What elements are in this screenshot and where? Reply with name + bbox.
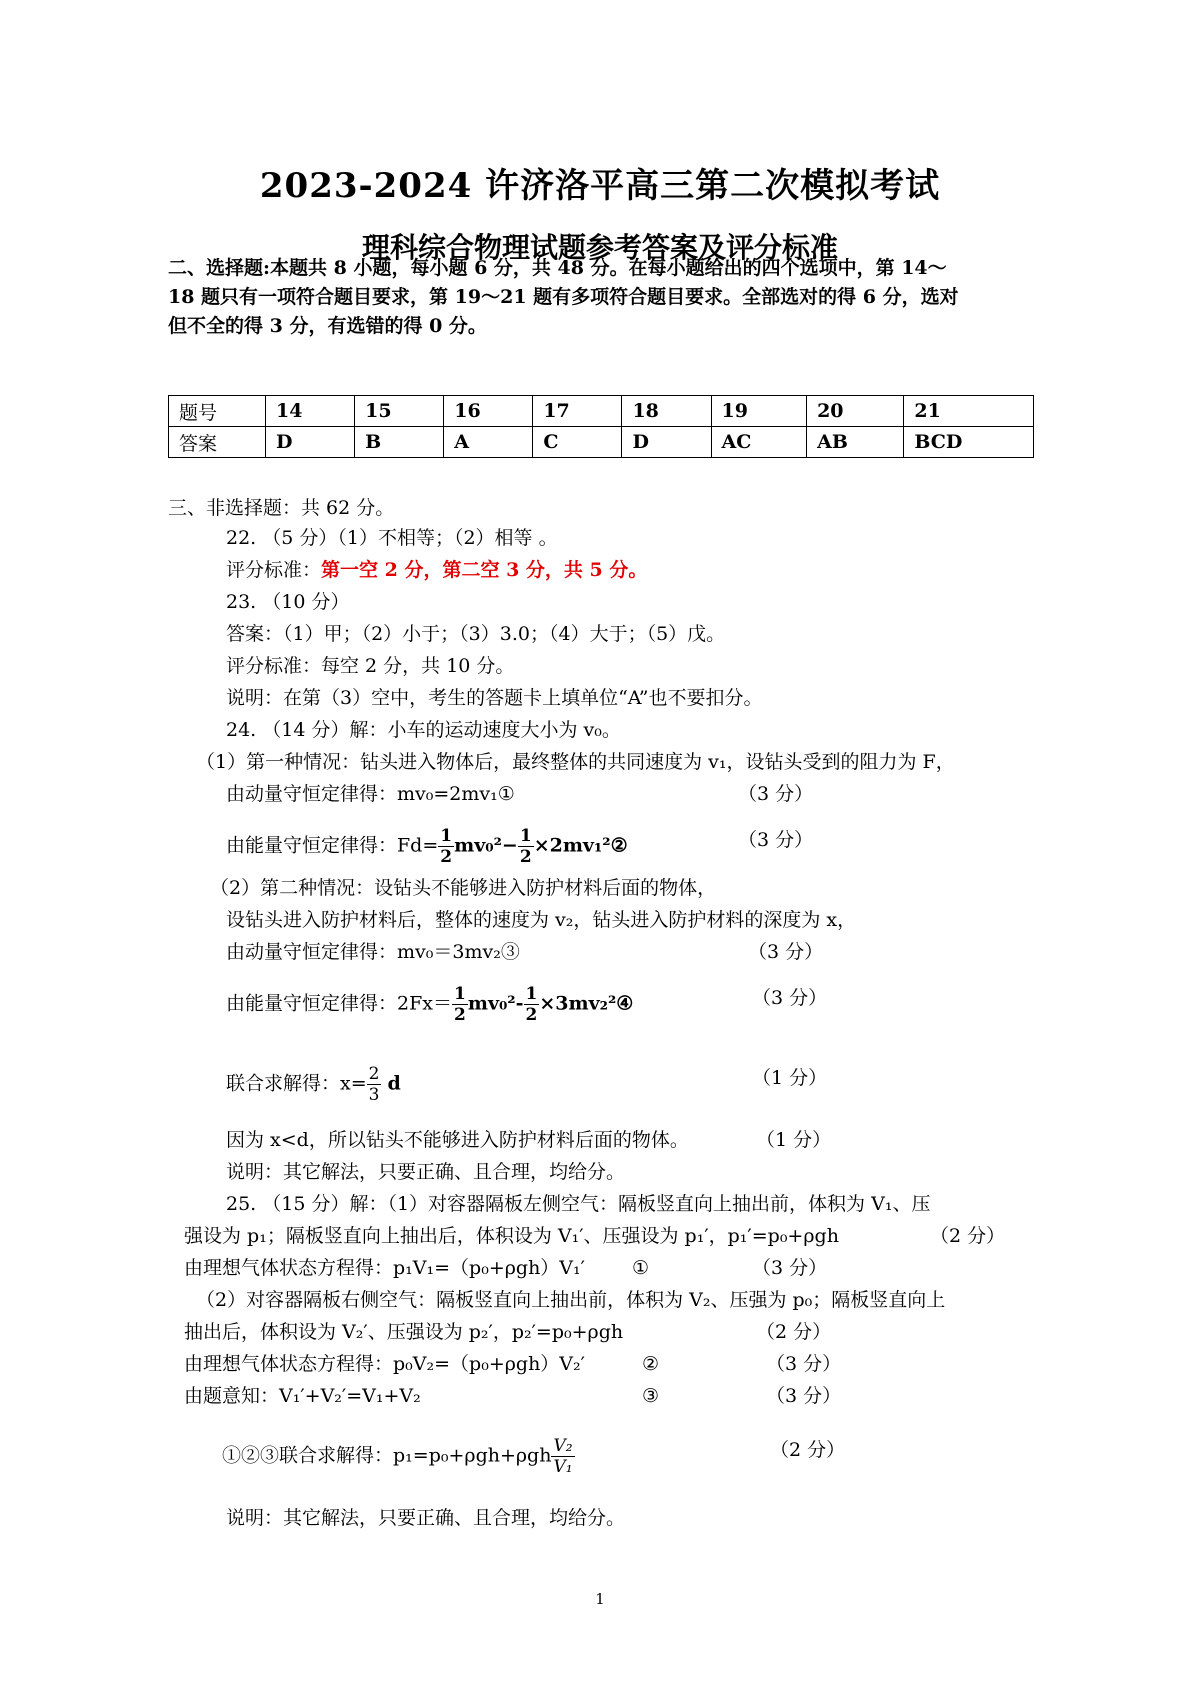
q24-eq2-prefix: 由能量守恒定律得：Fd=: [226, 834, 439, 857]
section2-line1: 二、选择题:本题共 8 小题，每小题 6 分，共 48 分。在每小题给出的四个选项中，第 14～: [168, 257, 947, 279]
q24-because-score: （1 分）: [756, 1129, 832, 1151]
table-cell: 14: [266, 396, 355, 427]
q25-part2-line2: 抽出后，体积设为 V₂′、压强设为 p₂′，p₂′=p₀+ρgh: [184, 1321, 624, 1343]
q24-solve-score: （1 分）: [752, 1067, 828, 1089]
q24-part1-intro: （1）第一种情况：钻头进入物体后，最终整体的共同速度为 v₁，设钻头受到的阻力为 F，: [196, 751, 955, 773]
q25-part2-line2-score: （2 分）: [756, 1321, 832, 1343]
fraction-half: [524, 984, 540, 1025]
table-cell: AC: [711, 427, 807, 458]
section3-heading: 三、非选择题：共 62 分。: [168, 497, 395, 519]
q22-scoring-label: 评分标准：: [226, 559, 322, 581]
table-cell: 21: [904, 396, 1034, 427]
section2-line3: 但不全的得 3 分，有选错的得 0 分。: [168, 315, 487, 337]
q24-eq4: [226, 984, 633, 1025]
q24-head: 24. （14 分）解：小车的运动速度大小为 v₀。: [226, 719, 621, 741]
q25-eq3: 由题意知：V₁′+V₂′=V₁+V₂: [184, 1385, 421, 1407]
q24-eq1-score: （3 分）: [738, 783, 814, 805]
answer-table: [168, 395, 1034, 458]
q24-solve-prefix: 联合求解得：x=: [226, 1072, 367, 1095]
table-cell: D: [622, 427, 711, 458]
table-row-label: 答案: [169, 427, 266, 458]
fraction-denominator: 2: [525, 1005, 538, 1025]
q24-part2-intro: （2）第二种情况：设钻头不能够进入防护材料后面的物体，: [210, 877, 717, 899]
q24-note: 说明：其它解法，只要正确、且合理，均给分。: [226, 1161, 626, 1183]
table-cell: C: [533, 427, 622, 458]
q22-scoring-red: 第一空 2 分，第二空 3 分，共 5 分。: [321, 559, 648, 581]
q24-part2-intro2: 设钻头进入防护材料后，整体的速度为 v₂，钻头进入防护材料的深度为 x，: [226, 909, 857, 931]
q25-line2-score: （2 分）: [930, 1225, 1006, 1247]
table-cell: D: [266, 427, 355, 458]
table-cell: 19: [711, 396, 807, 427]
table-cell: B: [355, 427, 444, 458]
q24-eq3: 由动量守恒定律得：mv₀＝3mv₂③: [226, 941, 520, 963]
fraction-two-thirds: [367, 1064, 382, 1105]
table-cell: 20: [807, 396, 904, 427]
table-row-label: 题号: [169, 396, 266, 427]
q25-line2: 强设为 p₁；隔板竖直向上抽出后，体积设为 V₁′、压强设为 p₁′，p₁′=p₀+ρgh: [184, 1225, 839, 1247]
q25-eq2: 由理想气体状态方程得：p₀V₂=（p₀+ρgh）V₂′: [184, 1353, 585, 1375]
q24-solve-suffix: d: [387, 1072, 401, 1095]
section2-line2: 18 题只有一项符合题目要求，第 19～21 题有多项符合题目要求。全部选对的得 6 分，选对: [168, 286, 959, 308]
q25-eq2-mark: ②: [642, 1353, 660, 1375]
table-cell: 16: [444, 396, 533, 427]
q24-eq2-mid: mv₀²−: [454, 834, 518, 857]
q24-eq4-prefix: 由能量守恒定律得：2Fx＝: [226, 992, 452, 1015]
q25-head: 25. （15 分）解：（1）对容器隔板左侧空气：隔板竖直向上抽出前，体积为 V₁、压: [226, 1193, 931, 1215]
fraction-numerator: 1: [525, 984, 538, 1004]
fraction-v2-over-v1: [551, 1436, 574, 1477]
page-subtitle: 理科综合物理试题参考答案及评分标准: [361, 231, 838, 264]
table-row: [169, 396, 1034, 427]
q25-eq3-mark: ③: [642, 1385, 660, 1407]
q23-answer: 答案：（1）甲；（2）小于；（3）3.0；（4）大于；（5）戊。: [226, 623, 726, 645]
q24-eq3-score: （3 分）: [748, 941, 824, 963]
q24-eq4-mid: mv₀²-: [467, 992, 524, 1015]
table-cell: 17: [533, 396, 622, 427]
q25-eq3-score: （3 分）: [766, 1385, 842, 1407]
fraction-denominator: 2: [519, 847, 532, 867]
table-cell: A: [444, 427, 533, 458]
table-row: [169, 427, 1034, 458]
fraction-denominator: V₁: [553, 1457, 573, 1477]
fraction-numerator: 1: [454, 984, 466, 1004]
fraction-numerator: 2: [368, 1064, 380, 1084]
q23-scoring: 评分标准：每空 2 分，共 10 分。: [226, 655, 515, 677]
table-cell: 15: [355, 396, 444, 427]
table-cell: BCD: [904, 427, 1034, 458]
fraction-numerator: 1: [440, 826, 453, 846]
page-number: 1: [595, 1590, 605, 1608]
q25-eq1-score: （3 分）: [752, 1257, 828, 1279]
fraction-half: [452, 984, 468, 1025]
fraction-denominator: 2: [440, 847, 453, 867]
q25-part2: （2）对容器隔板右侧空气：隔板竖直向上抽出前，体积为 V₂、压强为 p₀；隔板竖直向上: [196, 1289, 946, 1311]
q24-eq4-score: （3 分）: [752, 987, 828, 1009]
q23-note: 说明：在第（3）空中，考生的答题卡上填单位“A”也不要扣分。: [226, 687, 763, 709]
q24-because: 因为 x<d，所以钻头不能够进入防护材料后面的物体。: [226, 1129, 689, 1151]
q24-eq4-suffix: ×3mv₂²④: [539, 992, 634, 1015]
q25-eq1-mark: ①: [632, 1257, 650, 1279]
fraction-numerator: 1: [519, 826, 532, 846]
q22-answer: 22. （5 分）（1）不相等；（2）相等 。: [226, 527, 558, 549]
table-cell: 18: [622, 396, 711, 427]
q24-eq2-score: （3 分）: [738, 829, 814, 851]
q25-final-prefix: ①②③联合求解得：p₁=p₀+ρgh+ρgh: [222, 1444, 552, 1467]
q24-eq2-suffix: ×2mv₁²②: [533, 834, 628, 857]
fraction-denominator: 2: [454, 1005, 466, 1025]
fraction-denominator: 3: [368, 1085, 380, 1105]
fraction-half: [518, 826, 534, 867]
q23-head: 23. （10 分）: [226, 591, 350, 613]
table-cell: AB: [807, 427, 904, 458]
fraction-numerator: V₂: [553, 1436, 573, 1456]
q24-eq2: [226, 826, 628, 867]
page-title: 2023-2024 许济洛平高三第二次模拟考试: [259, 166, 941, 206]
q25-final: [222, 1436, 575, 1477]
q25-note: 说明：其它解法，只要正确、且合理，均给分。: [226, 1507, 626, 1529]
q22-scoring: [226, 556, 647, 584]
q25-final-score: （2 分）: [770, 1439, 846, 1461]
q25-eq1: 由理想气体状态方程得：p₁V₁=（p₀+ρgh）V₁′: [184, 1257, 585, 1279]
q24-eq1: 由动量守恒定律得：mv₀=2mv₁①: [226, 783, 515, 805]
q24-solve: [226, 1064, 401, 1105]
q25-eq2-score: （3 分）: [766, 1353, 842, 1375]
fraction-half: [438, 826, 454, 867]
